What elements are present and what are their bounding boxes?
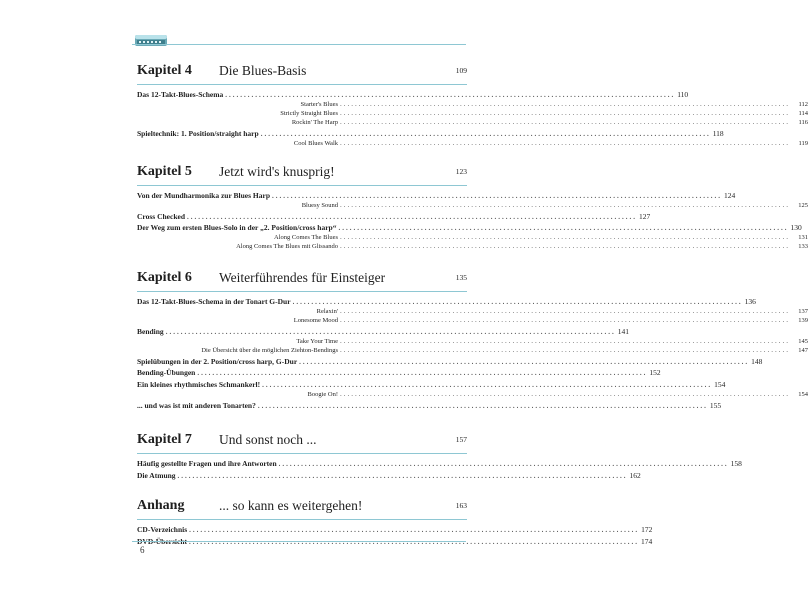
toc-entry <box>137 223 802 233</box>
toc-subentry <box>137 118 808 127</box>
entry-page: 125 <box>798 202 808 209</box>
entry-title: Die Übersicht über die möglichen Ziehton-Bendings <box>201 347 338 355</box>
entry-page: 141 <box>617 326 629 336</box>
toc-entry <box>137 400 722 411</box>
chapter-appendix <box>137 497 653 547</box>
entry-title: Cross Checked <box>137 211 185 221</box>
chapter-heading <box>137 62 467 80</box>
chapter-title: Und sonst noch ... <box>219 432 317 447</box>
toc-subentry <box>137 242 808 251</box>
chapter-label: Kapitel 4 <box>137 63 192 78</box>
toc-entry <box>137 368 661 378</box>
entry-page: 147 <box>798 347 808 355</box>
dot-leader: ........................................................................................................................ <box>340 346 790 355</box>
dot-leader: ........................................................................................................................ <box>189 526 640 534</box>
entry-page: 162 <box>629 470 641 480</box>
entry-page: 148 <box>751 356 763 366</box>
entry-title: Cool Blues Walk <box>293 140 338 148</box>
chapter-rule <box>137 519 467 520</box>
chapter-page: 135 <box>455 273 467 282</box>
page-number: 6 <box>140 545 145 555</box>
entry-title: Spielübungen in der 2. Position/cross harp, G-Dur <box>137 356 298 366</box>
toc-subentry <box>137 307 808 316</box>
entry-page: 131 <box>798 234 808 242</box>
dot-leader: ........................................................................................................................ <box>340 201 790 209</box>
entry-title: Along Comes The Blues <box>274 234 338 242</box>
entry-title: Häufig gestellte Fragen und ihre Antworten <box>137 459 277 468</box>
dot-leader: ........................................................................................................................ <box>262 380 713 389</box>
toc-entry <box>137 356 763 367</box>
entry-page: 119 <box>798 140 808 148</box>
entry-page: 158 <box>730 459 742 468</box>
dot-leader: ........................................................................................................................ <box>340 118 790 127</box>
toc-subentry <box>137 336 808 346</box>
chapter-rule <box>137 291 467 292</box>
chapter-heading <box>137 497 467 515</box>
dot-leader: ........................................................................................................................ <box>292 298 743 306</box>
toc-entry <box>137 211 651 222</box>
toc-entry <box>137 470 641 481</box>
dot-leader: ........................................................................................................................ <box>278 460 729 468</box>
toc-entry <box>137 129 724 139</box>
toc-subentry <box>137 233 808 242</box>
entry-title: CD-Verzeichnis <box>137 525 188 534</box>
entry-title: Bending-Übungen <box>137 368 196 378</box>
toc-entry <box>137 459 742 469</box>
entry-page: 133 <box>798 243 808 251</box>
entry-title: Take Your Time <box>296 337 338 345</box>
entry-page: 145 <box>798 337 808 345</box>
dot-leader: ........................................................................................................................ <box>340 242 790 251</box>
chapter-label: Kapitel 6 <box>137 270 192 285</box>
chapter-page: 163 <box>455 501 467 510</box>
entry-title: DVD-Übersicht <box>137 536 187 546</box>
chapter-title: Jetzt wird's knusprig! <box>219 164 335 179</box>
footer-rule <box>132 541 466 542</box>
entry-title: Starter's Blues <box>300 101 338 108</box>
entry-page: 124 <box>724 191 736 200</box>
dot-leader: ........................................................................................................................ <box>340 139 790 148</box>
dot-leader: ........................................................................................................................ <box>340 100 790 108</box>
chapter-heading <box>137 431 467 449</box>
chapter-rule <box>137 185 467 186</box>
entry-page: 154 <box>714 379 726 389</box>
toc-subentry <box>137 139 808 148</box>
chapter-page: 109 <box>455 66 467 75</box>
chapter-6 <box>137 269 808 411</box>
dot-leader: ........................................................................................................................ <box>225 91 676 99</box>
chapter-4 <box>137 62 808 148</box>
entry-page: 112 <box>798 101 808 108</box>
entry-title: Die Atmung <box>137 470 176 480</box>
toc-subentry <box>137 389 808 399</box>
toc-entry <box>137 297 756 307</box>
entry-title: Boogie On! <box>307 390 338 398</box>
toc-subentry <box>137 316 808 325</box>
dot-leader: ........................................................................................................................ <box>257 401 708 410</box>
chapter-7 <box>137 431 742 481</box>
dot-leader: ........................................................................................................................ <box>187 212 637 221</box>
entry-title: Spieltechnik: 1. Position/straight harp <box>137 129 259 139</box>
dot-leader: ........................................................................................................................ <box>338 224 789 233</box>
entry-title: Strictly Straight Blues <box>280 110 338 118</box>
chapter-heading <box>137 269 467 287</box>
entry-title: Der Weg zum ersten Blues-Solo in der „2. Position/cross harp“ <box>137 223 337 233</box>
chapter-title: Weiterführendes für Einsteiger <box>219 270 386 285</box>
entry-title: Das 12-Takt-Blues-Schema in der Tonart G-Dur <box>137 297 291 306</box>
entry-page: 110 <box>677 90 689 99</box>
entry-page: 172 <box>641 525 653 534</box>
dot-leader: ........................................................................................................................ <box>340 233 790 242</box>
toc-subentry <box>137 109 808 118</box>
chapter-heading <box>137 163 467 181</box>
chapter-title: Die Blues-Basis <box>219 63 307 78</box>
toc-entry <box>137 191 736 201</box>
entry-title: Bending <box>137 326 164 336</box>
dot-leader: ........................................................................................................................ <box>260 130 711 139</box>
entry-title: Von der Mundharmonika zur Blues Harp <box>137 191 271 200</box>
dot-leader: ........................................................................................................................ <box>272 192 723 200</box>
dot-leader: ........................................................................................................................ <box>197 369 648 378</box>
entry-title: Rockin' The Harp <box>291 119 338 127</box>
toc-entry <box>137 90 689 100</box>
chapter-page: 123 <box>455 167 467 176</box>
entry-title: Bluesy Sound <box>301 202 338 209</box>
chapter-label: Kapitel 7 <box>137 432 192 447</box>
entry-page: 139 <box>798 317 808 325</box>
entry-title: ... und was ist mit anderen Tonarten? <box>137 400 256 410</box>
harmonica-icon <box>134 33 168 49</box>
toc-entry <box>137 379 726 390</box>
dot-leader: ........................................................................................................................ <box>340 336 790 345</box>
dot-leader: ........................................................................................................................ <box>299 357 750 366</box>
entry-page: 174 <box>641 536 653 546</box>
entry-page: 152 <box>649 368 661 378</box>
dot-leader: ........................................................................................................................ <box>165 327 616 336</box>
chapter-5 <box>137 163 808 252</box>
chapter-rule <box>137 84 467 85</box>
dot-leader: ........................................................................................................................ <box>340 307 790 315</box>
entry-page: 116 <box>798 119 808 127</box>
dot-leader: ........................................................................................................................ <box>340 316 790 325</box>
entry-page: 118 <box>712 129 724 139</box>
chapter-page: 157 <box>455 435 467 444</box>
entry-page: 155 <box>709 400 722 410</box>
entry-page: 136 <box>744 297 756 306</box>
chapter-rule <box>137 453 467 454</box>
toc-subentry <box>137 346 808 355</box>
chapter-title: ... so kann es weitergehen! <box>219 498 363 513</box>
entry-title: Along Comes The Blues mit Glissando <box>236 243 338 251</box>
header-rule <box>132 44 466 45</box>
dot-leader: ........................................................................................................................ <box>177 471 628 480</box>
entry-page: 154 <box>798 390 808 398</box>
dot-leader: ........................................................................................................................ <box>189 537 639 546</box>
entry-title: Relaxin' <box>316 308 338 315</box>
dot-leader: ........................................................................................................................ <box>340 389 790 398</box>
entry-title: Lonesome Mood <box>293 317 338 325</box>
toc-entry <box>137 525 653 535</box>
dot-leader: ........................................................................................................................ <box>340 109 790 118</box>
chapter-label: Kapitel 5 <box>137 164 192 179</box>
toc-entry <box>137 326 629 337</box>
entry-page: 130 <box>790 223 802 233</box>
entry-page: 137 <box>798 308 808 315</box>
toc-subentry <box>137 201 808 210</box>
chapter-label: Anhang <box>137 498 185 513</box>
entry-page: 114 <box>798 110 808 118</box>
toc-subentry <box>137 100 808 109</box>
entry-title: Ein kleines rhythmisches Schmankerl! <box>137 379 261 389</box>
entry-title: Das 12-Takt-Blues-Schema <box>137 90 224 99</box>
entry-page: 127 <box>639 211 651 221</box>
